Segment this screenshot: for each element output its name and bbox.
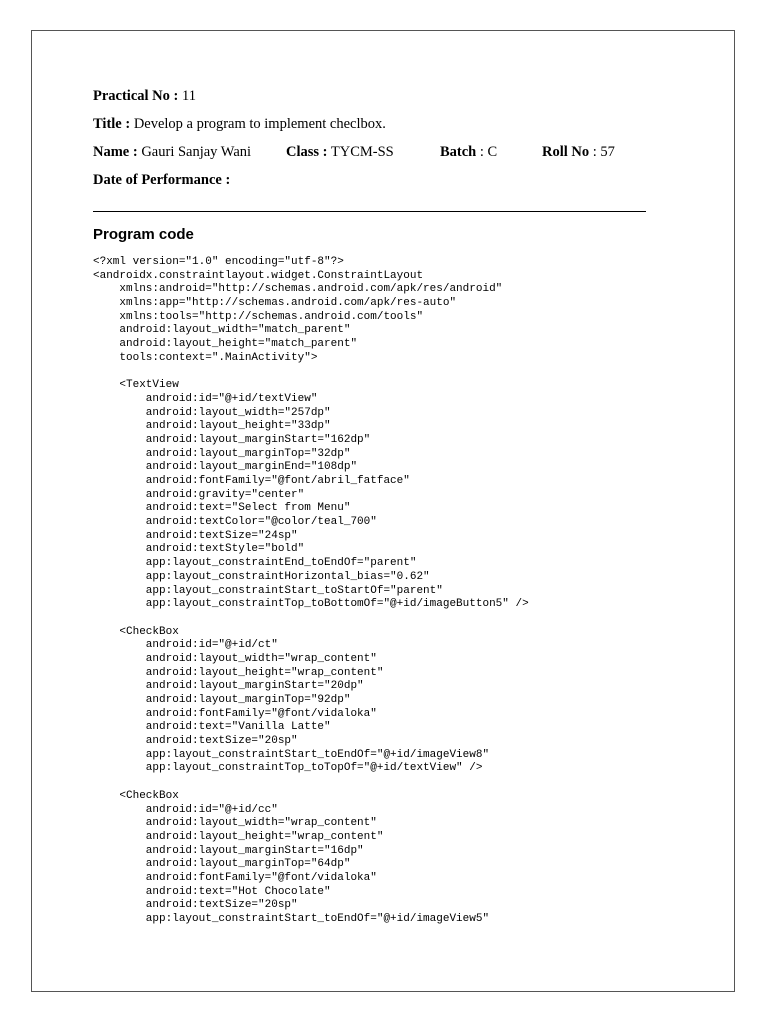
roll-label: Roll No: [542, 144, 590, 160]
title-label: Title :: [93, 116, 131, 132]
code-line: android:layout_marginTop="64dp": [93, 858, 351, 871]
class-value: TYCM-SS: [330, 144, 394, 160]
practical-number-line: [93, 88, 196, 105]
code-line: [93, 612, 529, 626]
roll-value: : 57: [592, 144, 615, 160]
batch-label: Batch: [440, 144, 477, 160]
code-line: android:fontFamily="@font/vidaloka": [93, 871, 377, 884]
code-line: android:layout_marginStart="162dp": [93, 433, 371, 446]
batch-field: [440, 144, 497, 161]
roll-field: [542, 144, 615, 161]
code-line: android:textSize="20sp": [93, 735, 298, 748]
code-line: android:fontFamily="@font/vidaloka": [93, 707, 377, 720]
code-line: app:layout_constraintTop_toTopOf="@+id/textView" />: [93, 762, 483, 775]
code-line: <CheckBox: [93, 625, 179, 638]
code-line: android:layout_height="33dp": [93, 420, 331, 433]
code-line: android:gravity="center": [93, 488, 305, 501]
student-info-line: [93, 144, 251, 161]
practical-number-label: Practical No :: [93, 88, 179, 104]
code-line: android:layout_height="wrap_content": [93, 830, 384, 843]
code-line: android:layout_width="wrap_content": [93, 652, 377, 665]
practical-number-value: 11: [181, 88, 196, 104]
title-value: Develop a program to implement checlbox.: [133, 116, 386, 132]
code-line: android:layout_height="match_parent": [93, 338, 358, 351]
code-line: android:layout_marginEnd="108dp": [93, 461, 358, 474]
code-line: android:textSize="20sp": [93, 899, 298, 912]
code-line: xmlns:android="http://schemas.android.com/apk/res/android": [93, 283, 503, 296]
code-line: android:layout_marginTop="32dp": [93, 447, 351, 460]
code-block: [93, 256, 529, 927]
code-line: android:id="@+id/cc": [93, 803, 278, 816]
code-line: android:id="@+id/textView": [93, 392, 318, 405]
class-field: [286, 144, 394, 161]
code-line: app:layout_constraintEnd_toEndOf="parent": [93, 557, 417, 570]
code-line: <TextView: [93, 379, 179, 392]
code-line: android:text="Select from Menu": [93, 502, 351, 515]
code-line: android:layout_width="wrap_content": [93, 817, 377, 830]
code-line: xmlns:tools="http://schemas.android.com/tools": [93, 310, 424, 323]
separator-line: [93, 211, 646, 212]
code-line: <androidx.constraintlayout.widget.ConstraintLayout: [93, 269, 424, 282]
code-line: app:layout_constraintStart_toStartOf="parent": [93, 584, 443, 597]
date-of-performance-label: Date of Performance :: [93, 172, 231, 188]
code-line: app:layout_constraintHorizontal_bias="0.62": [93, 570, 430, 583]
code-line: <CheckBox: [93, 789, 179, 802]
code-line: android:textSize="24sp": [93, 529, 298, 542]
title-line: [93, 116, 386, 133]
code-line: [93, 776, 529, 790]
section-heading: Program code: [93, 226, 194, 243]
code-line: android:layout_marginStart="20dp": [93, 680, 364, 693]
code-line: android:textStyle="bold": [93, 543, 305, 556]
code-line: android:layout_width="257dp": [93, 406, 331, 419]
name-label: Name :: [93, 144, 138, 160]
code-line: <?xml version="1.0" encoding="utf-8"?>: [93, 256, 344, 268]
code-line: app:layout_constraintStart_toEndOf="@+id/imageView5": [93, 913, 490, 925]
class-label: Class :: [286, 144, 328, 160]
code-line: android:layout_width="match_parent": [93, 324, 351, 337]
code-line: xmlns:app="http://schemas.android.com/apk/res-auto": [93, 297, 457, 310]
name-value: Gauri Sanjay Wani: [141, 144, 252, 160]
code-line: android:fontFamily="@font/abril_fatface": [93, 475, 410, 487]
code-line: [93, 366, 529, 380]
code-line: app:layout_constraintStart_toEndOf="@+id/imageView8": [93, 748, 490, 761]
code-line: app:layout_constraintTop_toBottomOf="@+id/imageButton5" />: [93, 598, 529, 611]
batch-value: : C: [479, 144, 498, 160]
code-line: tools:context=".MainActivity">: [93, 351, 318, 364]
code-line: android:id="@+id/ct": [93, 639, 278, 652]
code-line: android:layout_height="wrap_content": [93, 666, 384, 679]
code-line: android:text="Hot Chocolate": [93, 885, 331, 898]
code-line: android:layout_marginTop="92dp": [93, 694, 351, 706]
code-line: android:text="Vanilla Latte": [93, 721, 331, 734]
code-line: android:layout_marginStart="16dp": [93, 844, 364, 857]
code-line: android:textColor="@color/teal_700": [93, 516, 377, 529]
